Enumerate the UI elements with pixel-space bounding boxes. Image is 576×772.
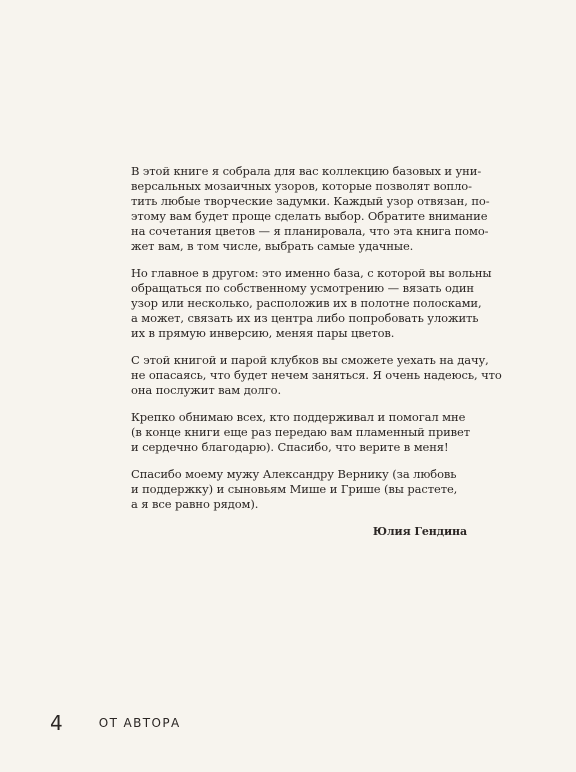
text-line: обращаться по собственному усмотрению — вязать один [131, 281, 474, 295]
text-line: этому вам будет проще сделать выбор. Обратите внимание [131, 209, 488, 223]
text-line: узор или несколько, расположив их в полотне полосками, [131, 296, 482, 310]
text-line: она послужит вам долго. [131, 383, 282, 397]
text-line: версальных мозаичных узоров, которые позволят вопло- [131, 179, 472, 193]
section-title: ОТ АВТОРА [98, 716, 181, 730]
text-line: Спасибо моему мужу Александру Вернику (за любовь [131, 467, 457, 481]
text-line: (в конце книги еще раз передаю вам пламенный привет [131, 425, 471, 439]
text-line: тить любые творческие задумки. Каждый узор отвязан, по- [131, 194, 490, 208]
main-text [131, 164, 502, 539]
text-line: С этой книгой и парой клубков вы сможете уехать на дачу, [131, 353, 489, 367]
text-line: Но главное в другом: это именно база, с которой вы вольны [131, 266, 492, 280]
text-line: и сердечно благодарю). Спасибо, что верите в меня! [131, 440, 449, 454]
paragraph-thanks-all [131, 410, 471, 455]
text-line: а может, связать их из центра либо попробовать уложить [131, 311, 479, 325]
text-line: а я все равно рядом). [131, 497, 259, 511]
page-number: 4 [50, 711, 63, 735]
text-line: Крепко обнимаю всех, кто поддерживал и помогал мне [131, 410, 466, 424]
text-line: и поддержку) и сыновьям Мише и Грише (вы растете, [131, 482, 458, 496]
paragraph-main-idea [131, 266, 492, 341]
paragraph-dacha [131, 353, 502, 398]
page-footer [50, 711, 181, 735]
paragraph-intro [131, 164, 490, 254]
text-line: не опасаясь, что будет нечем заняться. Я очень надеюсь, что [131, 368, 502, 382]
author-signature: Юлия Гендина [372, 525, 467, 538]
text-line: В этой книге я собрала для вас коллекцию базовых и уни- [131, 164, 482, 178]
text-line: их в прямую инверсию, меняя пары цветов. [131, 326, 395, 340]
text-line: жет вам, в том числе, выбрать самые удачные. [131, 239, 414, 253]
paragraph-thanks-family [131, 467, 467, 512]
text-line: на сочетания цветов — я планировала, что эта книга помо- [131, 224, 489, 238]
